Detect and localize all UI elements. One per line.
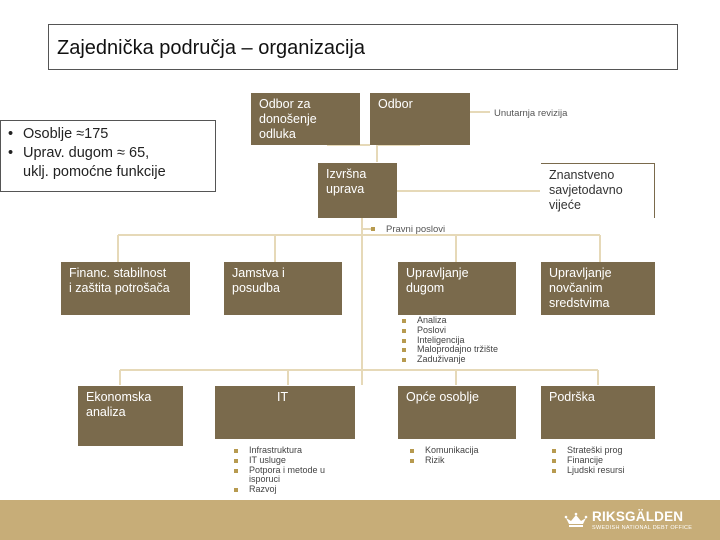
box-odbor-odluka (251, 93, 360, 145)
box-line: Upravljanje (406, 266, 469, 280)
logo-name: RIKSGÄLDEN (592, 509, 684, 524)
note-revizija: Unutarnja revizija (494, 108, 568, 119)
crown-icon (564, 510, 588, 530)
box-line: novčanim (549, 281, 603, 295)
box-upravljanje-dugom (398, 262, 516, 315)
list-item: IT usluge (232, 456, 325, 466)
list-item: Maloprodajno tržište (400, 345, 498, 355)
box-line: sredstvima (549, 296, 610, 310)
box-line: posudba (232, 281, 280, 295)
sub-list-podrska (550, 446, 625, 475)
box-line: vijeće (549, 198, 581, 212)
box-line: dugom (406, 281, 445, 295)
list-item: Strateški prog (550, 446, 625, 456)
sub-list-opce (408, 446, 479, 466)
logo (564, 508, 694, 534)
box-line: Upravljanje (549, 266, 612, 280)
box-jamstva (224, 262, 342, 315)
info-item: • Uprav. dugom ≈ 65, (1, 144, 215, 163)
box-line: Podrška (549, 390, 595, 404)
box-line: i zaštita potrošača (69, 281, 170, 295)
box-odbor (370, 93, 470, 145)
sub-list-dug (400, 316, 498, 365)
list-item: Komunikacija (408, 446, 479, 456)
list-item: Razvoj (232, 485, 325, 495)
box-ekonomska (78, 386, 183, 446)
box-line: Odbor za (259, 97, 311, 111)
box-line: Opće osoblje (406, 390, 479, 404)
list-item: Ljudski resursi (550, 466, 625, 476)
info-item (1, 163, 215, 182)
list-item: Financije (550, 456, 625, 466)
box-line: Odbor (378, 97, 413, 111)
box-line: uprava (326, 182, 365, 196)
box-line: odluka (259, 127, 296, 141)
box-line: Ekonomska (86, 390, 152, 404)
box-line: Financ. stabilnost (69, 266, 167, 280)
sub-list-it (232, 446, 325, 495)
info-box (0, 120, 216, 192)
page-title: Zajednička područja – organizacija (57, 37, 365, 59)
box-znanstveno (541, 163, 655, 218)
list-item: Rizik (408, 456, 479, 466)
box-opce (398, 386, 516, 439)
box-line: donošenje (259, 112, 317, 126)
info-list (1, 125, 215, 182)
info-item: • Osoblje ≈175 (1, 125, 215, 144)
list-item: Inteligencija (400, 336, 498, 346)
box-line: Znanstveno (549, 168, 615, 182)
list-item: Potpora i metode u (232, 466, 325, 476)
info-item-text: uklj. pomoćne funkcije (23, 164, 166, 180)
box-upravljanje-novcanim (541, 262, 655, 315)
list-item: Infrastruktura (232, 446, 325, 456)
box-line: Jamstva i (232, 266, 285, 280)
logo-tagline: SWEDISH NATIONAL DEBT OFFICE (592, 525, 693, 531)
note-pravni: Pravni poslovi (386, 224, 446, 235)
box-line: savjetodavno (549, 183, 623, 197)
box-line: IT (277, 390, 289, 404)
list-item: Zaduživanje (400, 355, 498, 365)
box-podrska (541, 386, 655, 439)
list-item: isporuci (249, 474, 281, 485)
box-it (215, 386, 355, 439)
box-izvrsna (318, 163, 397, 218)
box-financ (61, 262, 190, 315)
box-line: analiza (86, 405, 126, 419)
box-line: Izvršna (326, 167, 367, 181)
list-item: Poslovi (400, 326, 498, 336)
legal-bullet (371, 227, 375, 231)
list-item: Analiza (400, 316, 498, 326)
